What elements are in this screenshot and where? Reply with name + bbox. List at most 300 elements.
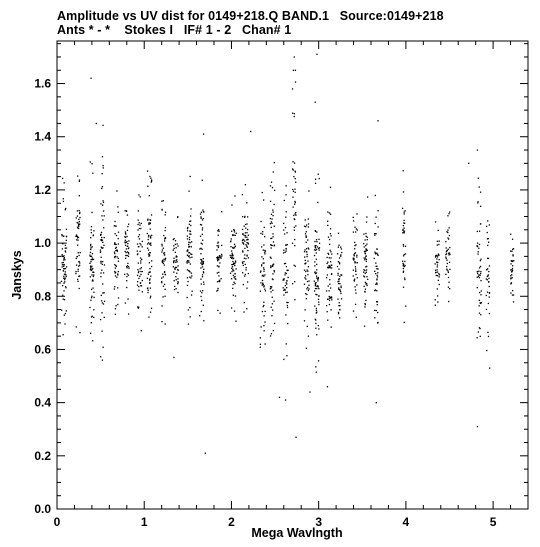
data-point bbox=[262, 284, 263, 285]
data-point bbox=[164, 264, 165, 265]
data-point bbox=[90, 276, 91, 277]
data-point bbox=[127, 298, 128, 299]
data-point bbox=[287, 307, 288, 308]
data-point bbox=[353, 220, 354, 221]
data-point bbox=[66, 229, 67, 230]
data-point bbox=[102, 242, 103, 243]
data-point bbox=[315, 283, 316, 284]
data-point bbox=[242, 272, 243, 273]
data-point bbox=[216, 249, 217, 250]
data-point bbox=[138, 278, 139, 279]
data-point bbox=[137, 250, 138, 251]
data-point bbox=[403, 228, 404, 229]
data-point bbox=[377, 301, 378, 302]
data-point bbox=[341, 252, 342, 253]
data-point bbox=[270, 286, 271, 287]
data-point bbox=[191, 275, 192, 276]
data-point bbox=[61, 255, 62, 256]
data-point bbox=[510, 263, 511, 264]
data-point bbox=[141, 267, 142, 268]
data-point bbox=[173, 239, 174, 240]
data-point bbox=[489, 313, 490, 314]
data-point bbox=[102, 125, 103, 126]
data-point bbox=[364, 246, 365, 247]
data-point bbox=[142, 246, 143, 247]
data-point bbox=[270, 238, 271, 239]
data-point bbox=[437, 264, 438, 265]
data-point bbox=[305, 271, 306, 272]
data-point bbox=[283, 279, 284, 280]
data-point bbox=[75, 273, 76, 274]
data-point bbox=[374, 271, 375, 272]
data-point bbox=[263, 325, 264, 326]
data-point bbox=[164, 240, 165, 241]
data-point bbox=[329, 250, 330, 251]
data-point bbox=[271, 286, 272, 287]
data-point bbox=[308, 190, 309, 191]
data-point bbox=[292, 243, 293, 244]
data-point bbox=[142, 241, 143, 242]
data-point bbox=[364, 291, 365, 292]
data-point bbox=[100, 356, 101, 357]
data-point bbox=[447, 215, 448, 216]
data-point bbox=[376, 266, 377, 267]
data-point bbox=[338, 281, 339, 282]
data-point bbox=[308, 226, 309, 227]
data-point bbox=[314, 305, 315, 306]
data-point bbox=[126, 242, 127, 243]
data-point bbox=[150, 223, 151, 224]
data-point bbox=[356, 255, 357, 256]
data-point bbox=[165, 323, 166, 324]
data-point bbox=[363, 233, 364, 234]
data-point bbox=[353, 257, 354, 258]
data-point bbox=[164, 289, 165, 290]
data-point bbox=[340, 293, 341, 294]
data-point bbox=[376, 290, 377, 291]
data-point bbox=[242, 239, 243, 240]
data-point bbox=[244, 248, 245, 249]
data-point bbox=[201, 259, 202, 260]
data-point bbox=[264, 253, 265, 254]
data-point bbox=[114, 244, 115, 245]
data-point bbox=[478, 276, 479, 277]
data-point bbox=[435, 221, 436, 222]
y-tick-label: 1.6 bbox=[34, 76, 51, 91]
data-point bbox=[374, 310, 375, 311]
data-point bbox=[270, 218, 271, 219]
data-point bbox=[149, 255, 150, 256]
data-point bbox=[439, 240, 440, 241]
data-point bbox=[191, 291, 192, 292]
data-point bbox=[326, 257, 327, 258]
data-point bbox=[318, 360, 319, 361]
data-point bbox=[190, 263, 191, 264]
data-point bbox=[285, 244, 286, 245]
data-point bbox=[314, 281, 315, 282]
data-point bbox=[329, 296, 330, 297]
data-point bbox=[319, 249, 320, 250]
data-point bbox=[295, 70, 296, 71]
data-point bbox=[139, 234, 140, 235]
data-point bbox=[287, 277, 288, 278]
data-point bbox=[438, 244, 439, 245]
data-point bbox=[175, 288, 176, 289]
data-point bbox=[218, 242, 219, 243]
data-point bbox=[65, 248, 66, 249]
data-point bbox=[205, 453, 206, 454]
data-point bbox=[315, 319, 316, 320]
data-point bbox=[270, 223, 271, 224]
data-point bbox=[203, 258, 204, 259]
data-point bbox=[174, 248, 175, 249]
data-point bbox=[377, 249, 378, 250]
data-point bbox=[78, 276, 79, 277]
data-point bbox=[161, 244, 162, 245]
data-point bbox=[478, 331, 479, 332]
data-point bbox=[149, 262, 150, 263]
data-point bbox=[271, 214, 272, 215]
data-point bbox=[77, 227, 78, 228]
data-point bbox=[104, 317, 105, 318]
data-point bbox=[304, 309, 305, 310]
data-point bbox=[126, 267, 127, 268]
data-point bbox=[114, 242, 115, 243]
data-point bbox=[79, 195, 80, 196]
data-point bbox=[448, 249, 449, 250]
data-point bbox=[315, 288, 316, 289]
data-point bbox=[487, 238, 488, 239]
data-point bbox=[92, 173, 93, 174]
data-point bbox=[65, 274, 66, 275]
data-point bbox=[200, 248, 201, 249]
data-point bbox=[101, 331, 102, 332]
data-point bbox=[101, 247, 102, 248]
data-point bbox=[480, 314, 481, 315]
data-point bbox=[271, 223, 272, 224]
data-point bbox=[128, 268, 129, 269]
data-point bbox=[376, 282, 377, 283]
data-point bbox=[200, 216, 201, 217]
data-point bbox=[486, 295, 487, 296]
data-point bbox=[77, 175, 78, 176]
data-point bbox=[403, 170, 404, 171]
data-point bbox=[114, 271, 115, 272]
data-point bbox=[79, 181, 80, 182]
data-point bbox=[263, 249, 264, 250]
data-point bbox=[338, 246, 339, 247]
data-point bbox=[307, 260, 308, 261]
data-point bbox=[446, 258, 447, 259]
data-point bbox=[339, 317, 340, 318]
data-point bbox=[101, 240, 102, 241]
data-point bbox=[126, 287, 127, 288]
data-point bbox=[512, 239, 513, 240]
data-point bbox=[150, 178, 151, 179]
data-point bbox=[127, 230, 128, 231]
data-point bbox=[338, 233, 339, 234]
data-point bbox=[489, 265, 490, 266]
data-point bbox=[231, 271, 232, 272]
data-point bbox=[363, 272, 364, 273]
data-point bbox=[448, 213, 449, 214]
data-point bbox=[315, 294, 316, 295]
data-point bbox=[315, 284, 316, 285]
data-point bbox=[202, 229, 203, 230]
data-point bbox=[307, 274, 308, 275]
data-point bbox=[435, 263, 436, 264]
data-point bbox=[150, 312, 151, 313]
data-point bbox=[374, 235, 375, 236]
data-point bbox=[147, 248, 148, 249]
data-point bbox=[77, 240, 78, 241]
data-point bbox=[274, 270, 275, 271]
data-point bbox=[375, 273, 376, 274]
x-axis-title: Mega Wavlngth bbox=[251, 526, 343, 540]
data-point bbox=[150, 237, 151, 238]
data-point bbox=[163, 235, 164, 236]
data-point bbox=[125, 302, 126, 303]
data-point bbox=[354, 248, 355, 249]
data-point bbox=[148, 249, 149, 250]
data-point bbox=[161, 282, 162, 283]
data-point bbox=[242, 233, 243, 234]
data-point bbox=[478, 271, 479, 272]
data-point bbox=[510, 251, 511, 252]
data-point bbox=[114, 288, 115, 289]
data-point bbox=[141, 330, 142, 331]
data-point bbox=[174, 280, 175, 281]
data-point bbox=[511, 274, 512, 275]
data-point bbox=[338, 269, 339, 270]
data-point bbox=[404, 277, 405, 278]
data-point bbox=[511, 269, 512, 270]
chart-title: Amplitude vs UV dist for 0149+218.Q BAND.1 Source:0149+218 bbox=[57, 9, 444, 23]
data-point bbox=[305, 275, 306, 276]
data-point bbox=[62, 285, 63, 286]
data-point bbox=[244, 240, 245, 241]
data-point bbox=[176, 267, 177, 268]
data-point bbox=[403, 245, 404, 246]
data-point bbox=[187, 230, 188, 231]
data-point bbox=[176, 273, 177, 274]
data-point bbox=[63, 290, 64, 291]
data-point bbox=[78, 225, 79, 226]
data-point bbox=[243, 311, 244, 312]
data-point bbox=[306, 231, 307, 232]
data-point bbox=[93, 292, 94, 293]
data-point bbox=[202, 219, 203, 220]
data-point bbox=[487, 275, 488, 276]
data-point bbox=[364, 286, 365, 287]
data-point bbox=[220, 258, 221, 259]
data-point bbox=[126, 252, 127, 253]
data-point bbox=[405, 246, 406, 247]
data-point bbox=[284, 233, 285, 234]
data-point bbox=[190, 225, 191, 226]
data-point bbox=[510, 277, 511, 278]
data-point bbox=[247, 239, 248, 240]
data-point bbox=[79, 213, 80, 214]
data-point bbox=[477, 426, 478, 427]
data-point bbox=[287, 302, 288, 303]
data-point bbox=[317, 280, 318, 281]
data-point bbox=[285, 194, 286, 195]
data-point bbox=[287, 244, 288, 245]
data-point bbox=[329, 257, 330, 258]
data-point bbox=[480, 260, 481, 261]
data-point bbox=[513, 294, 514, 295]
data-point bbox=[161, 251, 162, 252]
data-point bbox=[115, 233, 116, 234]
data-point bbox=[202, 240, 203, 241]
data-point bbox=[285, 272, 286, 273]
data-point bbox=[188, 252, 189, 253]
data-point bbox=[330, 233, 331, 234]
data-point bbox=[272, 279, 273, 280]
data-point bbox=[271, 315, 272, 316]
data-point bbox=[316, 269, 317, 270]
data-point bbox=[189, 257, 190, 258]
data-point bbox=[308, 290, 309, 291]
data-point bbox=[375, 262, 376, 263]
data-point bbox=[201, 224, 202, 225]
data-point bbox=[446, 260, 447, 261]
data-point bbox=[234, 273, 235, 274]
data-point bbox=[235, 246, 236, 247]
data-point bbox=[93, 234, 94, 235]
data-point bbox=[479, 312, 480, 313]
data-point bbox=[201, 261, 202, 262]
data-point bbox=[91, 296, 92, 297]
data-point bbox=[62, 235, 63, 236]
data-point bbox=[403, 268, 404, 269]
data-point bbox=[79, 210, 80, 211]
data-point bbox=[262, 234, 263, 235]
data-point bbox=[187, 249, 188, 250]
data-point bbox=[437, 255, 438, 256]
data-point bbox=[65, 209, 66, 210]
data-point bbox=[306, 224, 307, 225]
data-point bbox=[329, 290, 330, 291]
data-point bbox=[76, 326, 77, 327]
data-point bbox=[245, 228, 246, 229]
data-point bbox=[189, 224, 190, 225]
data-point bbox=[100, 319, 101, 320]
data-point bbox=[137, 306, 138, 307]
data-point bbox=[62, 264, 63, 265]
data-point bbox=[355, 266, 356, 267]
data-point bbox=[272, 290, 273, 291]
data-point bbox=[283, 223, 284, 224]
data-point bbox=[140, 262, 141, 263]
data-point bbox=[247, 250, 248, 251]
data-point bbox=[100, 203, 101, 204]
data-point bbox=[355, 270, 356, 271]
data-point bbox=[366, 259, 367, 260]
data-point bbox=[294, 56, 295, 57]
data-point bbox=[138, 246, 139, 247]
data-point bbox=[63, 270, 64, 271]
data-point bbox=[478, 248, 479, 249]
data-point bbox=[77, 210, 78, 211]
data-point bbox=[190, 277, 191, 278]
data-point bbox=[203, 262, 204, 263]
data-point bbox=[231, 231, 232, 232]
data-point bbox=[242, 261, 243, 262]
data-point bbox=[243, 261, 244, 262]
data-point bbox=[366, 285, 367, 286]
data-point bbox=[376, 279, 377, 280]
data-point bbox=[353, 270, 354, 271]
x-tick-label: 5 bbox=[489, 515, 497, 529]
data-point bbox=[93, 271, 94, 272]
data-point bbox=[262, 275, 263, 276]
data-point bbox=[92, 257, 93, 258]
data-point bbox=[480, 192, 481, 193]
data-point bbox=[316, 372, 317, 373]
data-point bbox=[244, 302, 245, 303]
data-point bbox=[315, 102, 316, 103]
data-point bbox=[263, 284, 264, 285]
data-point bbox=[174, 289, 175, 290]
data-point bbox=[315, 245, 316, 246]
data-point bbox=[101, 215, 102, 216]
data-point bbox=[242, 251, 243, 252]
data-point bbox=[202, 243, 203, 244]
data-point bbox=[366, 221, 367, 222]
data-point bbox=[91, 256, 92, 257]
data-point bbox=[234, 283, 235, 284]
data-point bbox=[177, 282, 178, 283]
data-point bbox=[126, 276, 127, 277]
data-point bbox=[357, 277, 358, 278]
data-point bbox=[219, 280, 220, 281]
data-point bbox=[242, 240, 243, 241]
data-point bbox=[308, 223, 309, 224]
data-point bbox=[477, 201, 478, 202]
data-point bbox=[319, 243, 320, 244]
data-point bbox=[436, 269, 437, 270]
data-point bbox=[295, 225, 296, 226]
data-point bbox=[61, 310, 62, 311]
data-point bbox=[287, 323, 288, 324]
data-point bbox=[217, 288, 218, 289]
data-point bbox=[79, 179, 80, 180]
data-point bbox=[78, 237, 79, 238]
data-point bbox=[481, 290, 482, 291]
data-point bbox=[246, 202, 247, 203]
data-point bbox=[202, 264, 203, 265]
data-point bbox=[191, 241, 192, 242]
data-point bbox=[63, 298, 64, 299]
data-point bbox=[127, 263, 128, 264]
data-point bbox=[191, 257, 192, 258]
data-point bbox=[271, 307, 272, 308]
data-point bbox=[446, 266, 447, 267]
data-point bbox=[477, 149, 478, 150]
data-point bbox=[174, 268, 175, 269]
data-point bbox=[245, 235, 246, 236]
data-point bbox=[403, 272, 404, 273]
data-point bbox=[76, 256, 77, 257]
x-tick-label: 1 bbox=[140, 515, 148, 529]
data-point bbox=[304, 249, 305, 250]
data-point bbox=[79, 217, 80, 218]
data-point bbox=[103, 272, 104, 273]
data-point bbox=[161, 201, 162, 202]
data-point bbox=[116, 190, 117, 191]
